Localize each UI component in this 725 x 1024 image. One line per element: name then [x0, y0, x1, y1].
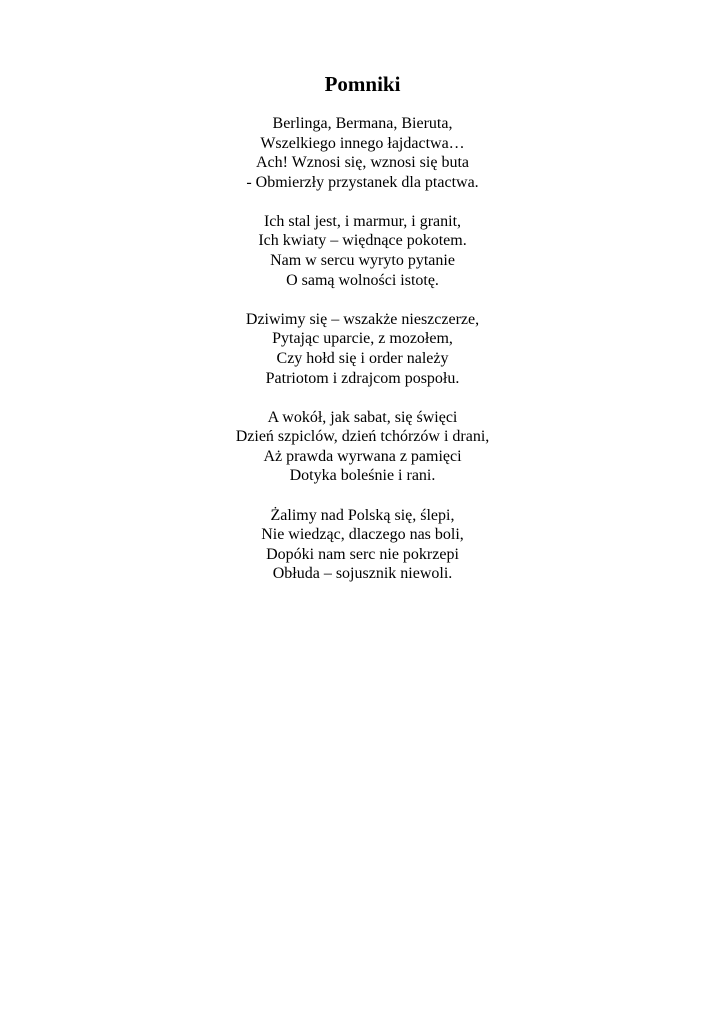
- poem-line: Dopóki nam serc nie pokrzepi: [266, 545, 459, 563]
- poem-line: Wszelkiego innego łajdactwa…: [260, 134, 465, 152]
- poem-line: Aż prawda wyrwana z pamięci: [263, 447, 462, 465]
- poem-line: A wokół, jak sabat, się święci: [267, 408, 458, 426]
- poem-line: Ich stal jest, i marmur, i granit,: [263, 212, 462, 230]
- poem-line: Czy hołd się i order należy: [276, 349, 449, 367]
- poem-line: Żalimy nad Polską się, ślepi,: [270, 506, 455, 524]
- poem-line: - Obmierzły przystanek dla ptactwa.: [246, 173, 479, 191]
- poem-line: Dzień szpiclów, dzień tchórzów i drani,: [235, 428, 490, 446]
- stanza-3: [0, 310, 725, 388]
- poem-line: Patriotom i zdrajcom pospołu.: [265, 369, 460, 387]
- poem-line: O samą wolności istotę.: [286, 271, 439, 289]
- poem-line: Berlinga, Bermana, Bieruta,: [272, 115, 453, 132]
- poem-title: Pomniki: [324, 72, 401, 96]
- stanza-5: [0, 506, 725, 584]
- poem-line: Dotyka boleśnie i rani.: [289, 467, 436, 485]
- poem-line: Ich kwiaty – więdnące pokotem.: [258, 232, 467, 250]
- poem-line: Obłuda – sojusznik niewoli.: [272, 565, 453, 583]
- poem-line: Nie wiedząc, dlaczego nas boli,: [261, 526, 464, 544]
- stanza-1: [0, 114, 725, 192]
- stanza-4: [0, 408, 725, 486]
- stanza-2: [0, 212, 725, 290]
- poem-line: Dziwimy się – wszakże nieszczerze,: [245, 310, 480, 328]
- poem-body: [0, 114, 725, 603]
- poem-line: Pytając uparcie, z mozołem,: [272, 330, 453, 348]
- poem-line: Nam w sercu wyryto pytanie: [270, 252, 455, 270]
- poem-line: Ach! Wznosi się, wznosi się buta: [256, 154, 469, 172]
